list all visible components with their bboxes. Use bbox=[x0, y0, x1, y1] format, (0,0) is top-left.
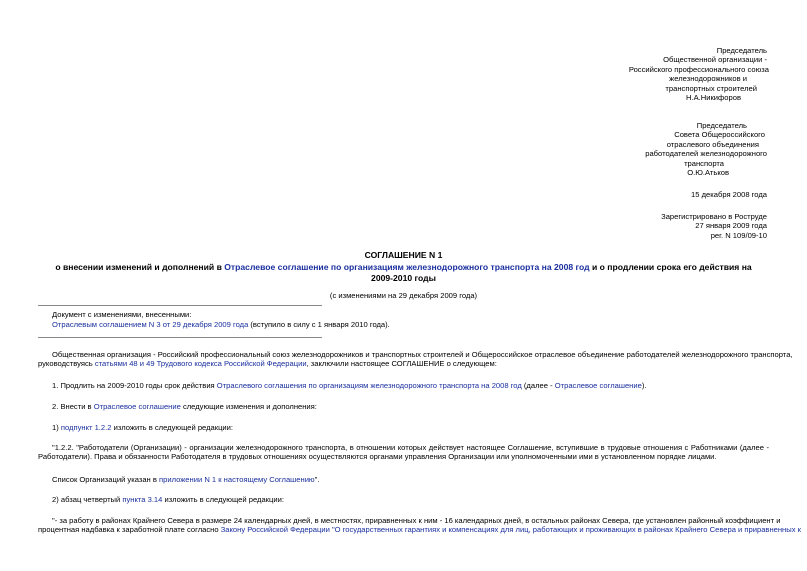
title-years: 2009-2010 годы bbox=[371, 273, 436, 284]
industry-agreement-short-link[interactable]: Отраслевое соглашение bbox=[554, 381, 642, 390]
amendments-entry-post: (вступило в силу с 1 января 2010 года). bbox=[248, 320, 390, 329]
item1-pre: 1. Продлить на 2009-2010 годы срок действия bbox=[52, 381, 217, 390]
sig-line: работодателей железнодорожного bbox=[645, 149, 767, 159]
sig-line: О.Ю.Атьков bbox=[687, 167, 729, 177]
agreement-3-link[interactable]: Отраслевым соглашением N 3 от 29 декабря 2009 года bbox=[52, 320, 249, 329]
preamble-line2 bbox=[38, 359, 769, 368]
paragraph-subitem-2 bbox=[38, 495, 769, 504]
vacation-pre: процентная надбавка к заработной плате согласно bbox=[38, 525, 221, 535]
title-text-post: и о продлении срока его действия на bbox=[589, 262, 752, 273]
definition-line2: Работодатели). Права и обязанности Работодателя в трудовых отношениях осуществляются органами управления Организации или уполномоченными ими в установленном порядке лицами. bbox=[38, 452, 717, 462]
changes-note: (с изменениями на 29 декабря 2009 года) bbox=[329, 291, 478, 300]
title-subline bbox=[30, 262, 777, 273]
paragraph-subitem-1 bbox=[38, 423, 769, 432]
north-law-link[interactable]: Закону Российской Федерации "О государственных гарантиях и компенсациях для лиц, работающих и проживающих в районах Крайнего Севера и приравненных к bbox=[220, 525, 801, 535]
item2-pre: 2. Внести в bbox=[52, 402, 94, 411]
preamble-post: , заключили настоящее СОГЛАШЕНИЕ о следующем: bbox=[306, 359, 497, 369]
sig-line: Н.А.Никифоров bbox=[685, 92, 741, 102]
registration-block bbox=[661, 212, 767, 240]
labor-code-link[interactable]: статьями 48 и 49 Трудового кодекса Российской Федерации bbox=[94, 359, 307, 369]
orglist-pre: Список Организаций указан в bbox=[52, 475, 159, 484]
signature-block-employers bbox=[645, 121, 767, 177]
industry-agreement-link[interactable]: Отраслевое соглашение по организациям железнодорожного транспорта на 2008 год bbox=[224, 262, 590, 273]
amendments-intro: Документ с изменениями, внесенными: bbox=[52, 310, 192, 319]
sig-line: Совета Общероссийского bbox=[674, 130, 765, 140]
paragraph-item-1 bbox=[38, 381, 769, 390]
reg-line: 27 января 2009 года bbox=[695, 221, 767, 231]
sig-line: транспорта bbox=[684, 158, 724, 168]
date-text: 15 декабря 2008 года bbox=[691, 190, 767, 199]
item1-post: ). bbox=[641, 381, 647, 390]
subitem1-pre: 1) bbox=[52, 423, 61, 432]
subitem2-pre: 2) абзац четвертый bbox=[52, 495, 123, 504]
sig-line: Председатель bbox=[696, 121, 747, 130]
subitem2-post: изложить в следующей редакции: bbox=[162, 495, 284, 504]
sig-line: транспортных строителей bbox=[665, 83, 757, 93]
agreement-date bbox=[691, 190, 767, 199]
paragraph-org-list bbox=[38, 475, 769, 484]
sig-line: Председатель bbox=[716, 46, 767, 55]
appendix-1-link[interactable]: приложении N 1 к настоящему Соглашению bbox=[159, 475, 315, 484]
title-heading: СОГЛАШЕНИЕ N 1 bbox=[364, 250, 443, 260]
signature-block-union bbox=[629, 46, 769, 102]
subclause-1-2-2-link[interactable]: подпункт 1.2.2 bbox=[60, 423, 112, 432]
paragraph-definition bbox=[38, 443, 769, 462]
sig-line: Общественной организации - bbox=[663, 55, 767, 65]
reg-line: рег. N 109/09-10 bbox=[710, 230, 767, 240]
vacation-line2 bbox=[38, 525, 801, 535]
paragraph-vacation bbox=[38, 516, 801, 535]
preamble-pre: руководствуясь bbox=[38, 359, 95, 369]
industry-agreement-2008-link[interactable]: Отраслевого соглашения по организациям железнодорожного транспорта на 2008 год bbox=[216, 381, 522, 390]
subitem1-post: изложить в следующей редакции: bbox=[111, 423, 234, 432]
title-text-pre: о внесении изменений и дополнений в bbox=[55, 262, 225, 273]
divider-bottom bbox=[38, 337, 322, 338]
definition-line1: "1.2.2. "Работодатели (Организации) - организации железнодорожного транспорта, в отношении которых действует настоящее Соглашение, вступившие в трудовые отношения с Работниками (далее - bbox=[52, 443, 769, 452]
divider-top bbox=[38, 305, 322, 306]
document-title bbox=[30, 250, 777, 285]
vacation-line1: "- за работу в районах Крайнего Севера в размере 24 календарных дней, в местностях, приравненных к ним - 16 календарных дней, в остальных районах Севера, где установлен районный коэффициент и bbox=[52, 516, 781, 525]
item1-mid: (далее - bbox=[521, 381, 555, 390]
orglist-post: ". bbox=[314, 475, 320, 484]
preamble-line1: Общественная организация - Российский профессиональный союз железнодорожников и транспортных строителей и Общероссийское отраслевое объединение работодателей железнодорожного транспорта, bbox=[52, 350, 793, 359]
paragraph-item-2 bbox=[38, 402, 769, 411]
sig-line: Российского профессионального союза bbox=[628, 64, 769, 74]
clause-3-14-link[interactable]: пункта 3.14 bbox=[122, 495, 163, 504]
paragraph-preamble bbox=[38, 350, 793, 369]
amendments-box bbox=[52, 310, 752, 330]
sig-line: отраслевого объединения bbox=[666, 139, 759, 149]
amendments-entry bbox=[52, 320, 752, 330]
reg-line: Зарегистрировано в Роструде bbox=[661, 212, 767, 221]
sig-line: железнодорожников и bbox=[669, 74, 747, 84]
item2-post: следующие изменения и дополнения: bbox=[180, 402, 317, 411]
industry-agreement-ref-link[interactable]: Отраслевое соглашение bbox=[93, 402, 181, 411]
